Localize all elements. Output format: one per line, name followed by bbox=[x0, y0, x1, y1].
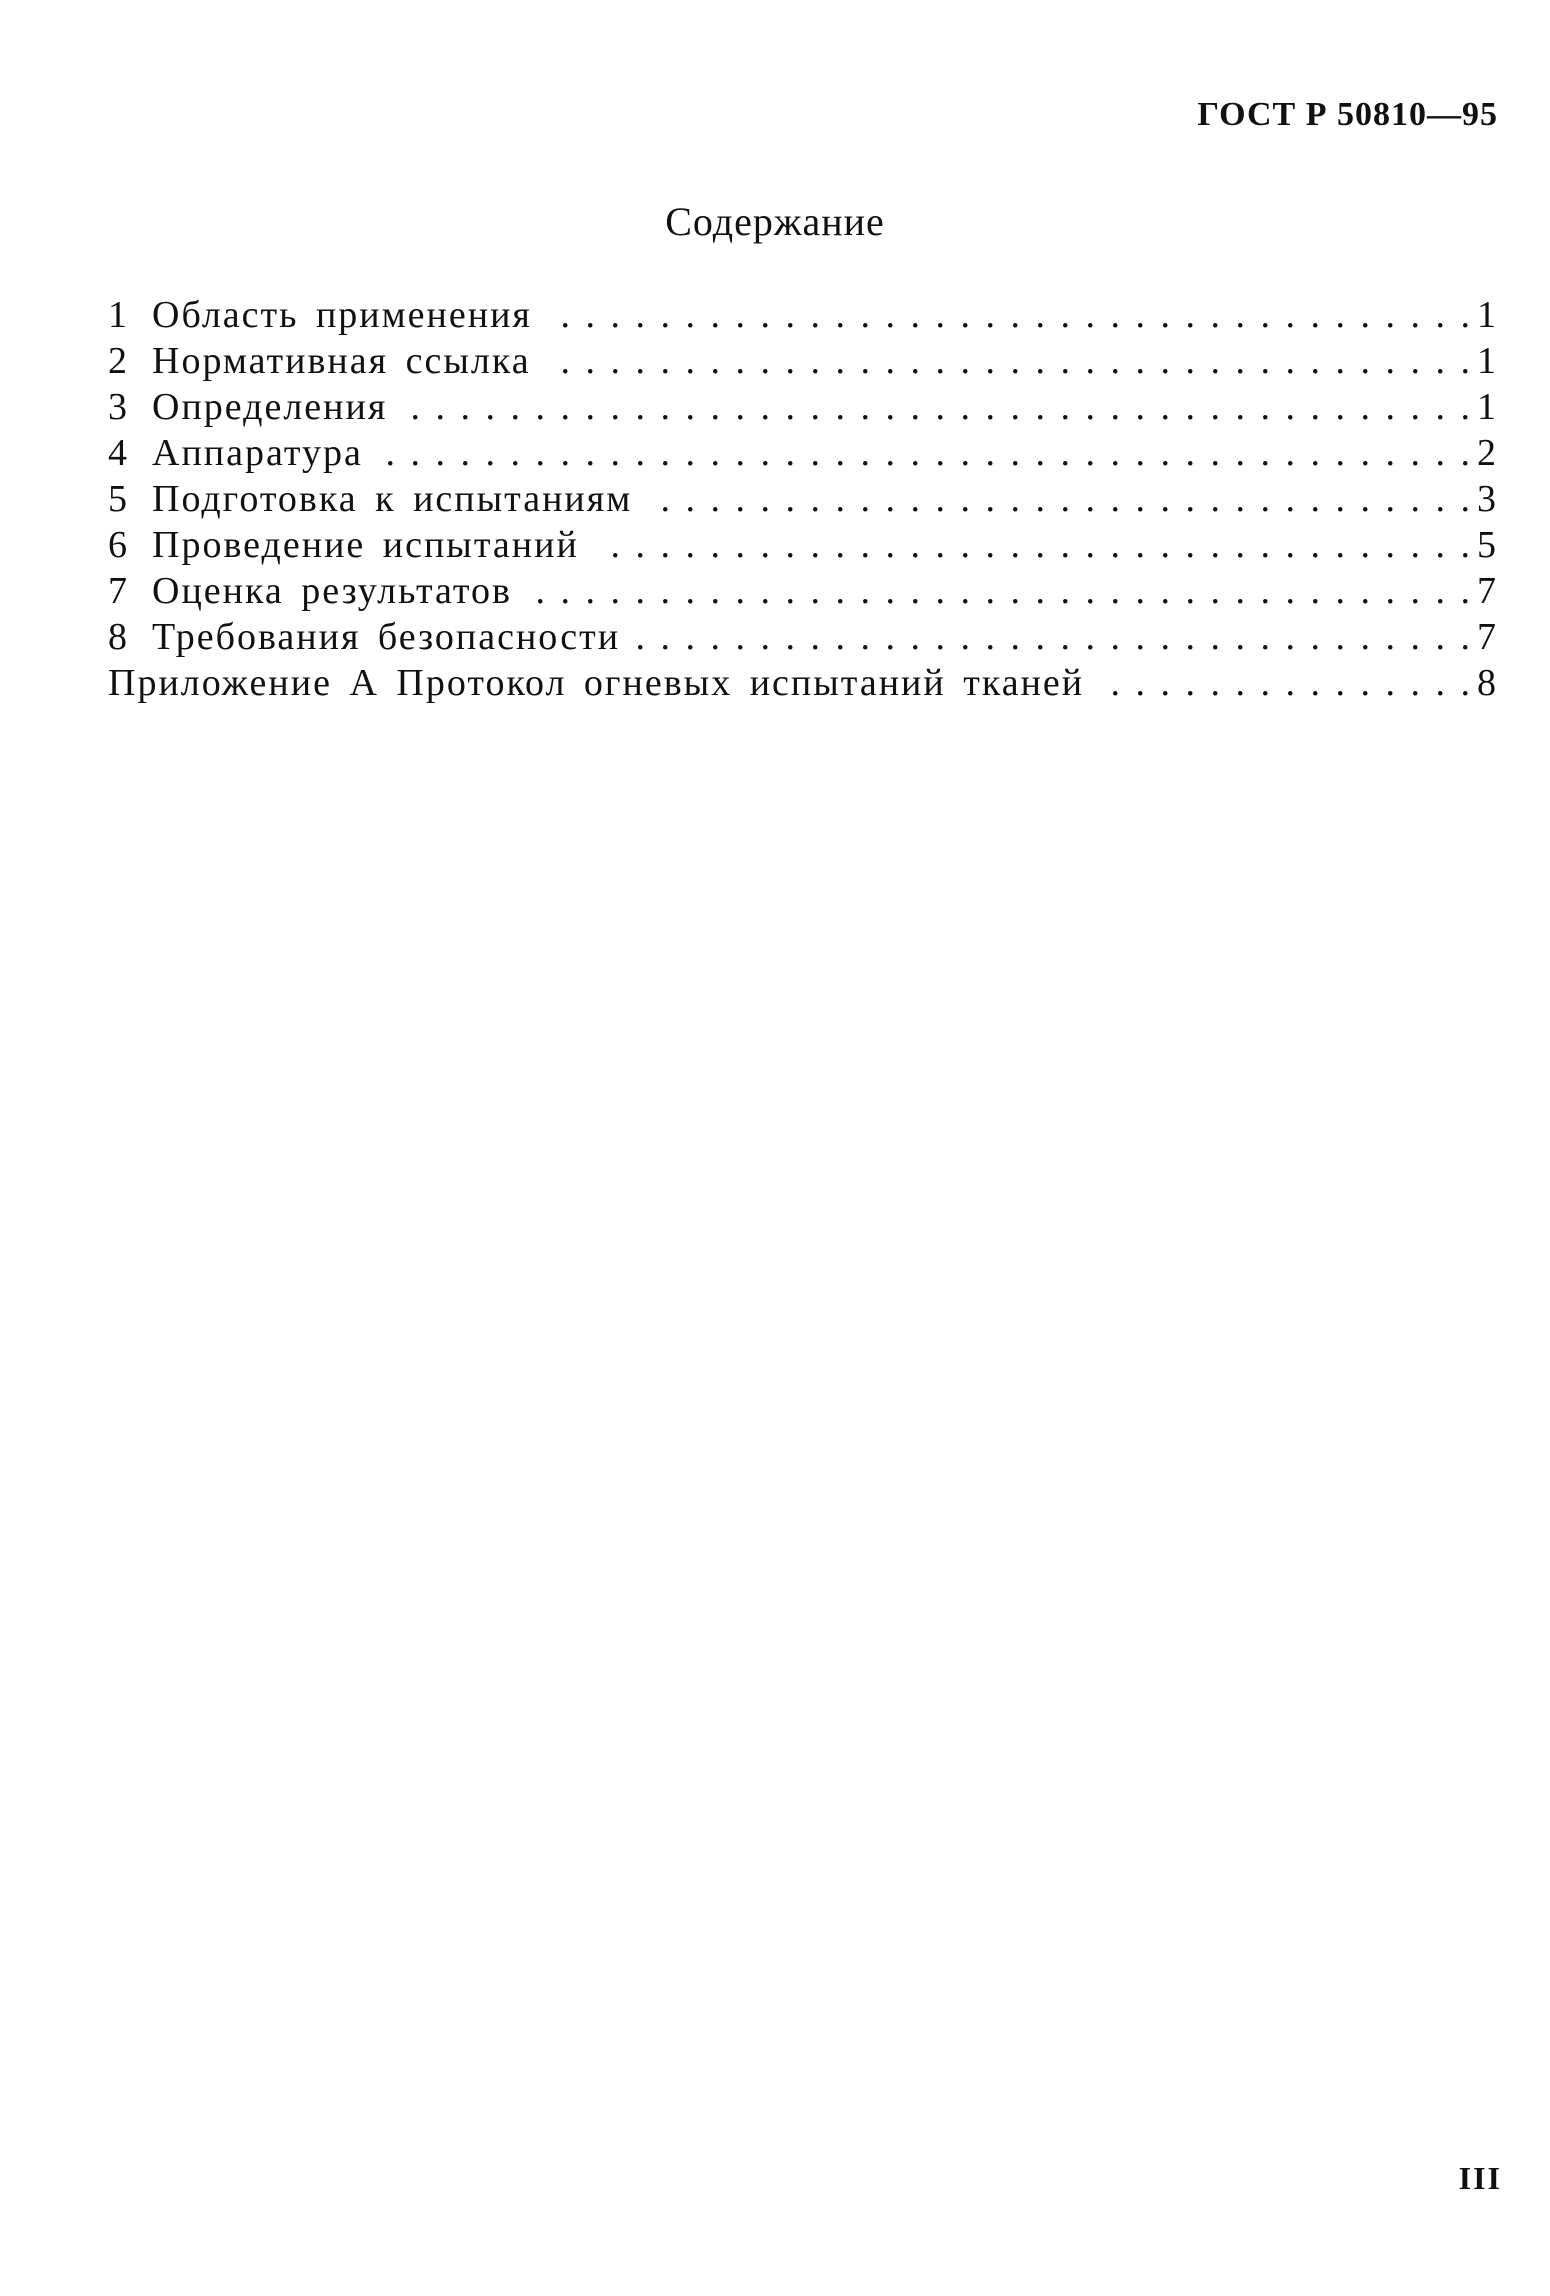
toc-entry[interactable] bbox=[108, 430, 1498, 476]
toc-entry-number: 8 bbox=[108, 616, 129, 658]
toc-entry-number: 5 bbox=[108, 478, 129, 520]
toc-entry-title: Подготовка к испытаниям bbox=[152, 478, 633, 520]
toc-entry-page: 1 bbox=[1477, 294, 1498, 336]
toc-entry-number: 1 bbox=[108, 294, 129, 336]
table-of-contents bbox=[108, 292, 1498, 706]
toc-entry[interactable] bbox=[108, 292, 1498, 338]
toc-dot-leader bbox=[545, 338, 1470, 384]
toc-entry-page: 1 bbox=[1477, 340, 1498, 382]
toc-entry-title: Определения bbox=[152, 386, 388, 428]
toc-entry-title: Аппаратура bbox=[152, 432, 363, 474]
toc-entry-appendix[interactable] bbox=[108, 660, 1498, 706]
toc-dot-leader bbox=[377, 430, 1470, 476]
toc-entry-number: 2 bbox=[108, 340, 129, 382]
toc-dot-leader bbox=[634, 614, 1470, 660]
toc-dot-leader bbox=[401, 384, 1470, 430]
toc-entry-title: Приложение А Протокол огневых испытаний тканей bbox=[108, 662, 1085, 704]
toc-entry[interactable] bbox=[108, 476, 1498, 522]
toc-entry-title: Оценка результатов bbox=[152, 570, 512, 612]
toc-dot-leader bbox=[593, 522, 1470, 568]
toc-entry-number: 7 bbox=[108, 570, 129, 612]
toc-entry[interactable] bbox=[108, 614, 1498, 660]
toc-entry-number: 3 bbox=[108, 386, 129, 428]
toc-dot-leader bbox=[546, 292, 1470, 338]
toc-entry-number: 6 bbox=[108, 524, 129, 566]
toc-entry-page: 5 bbox=[1477, 524, 1498, 566]
document-header: ГОСТ Р 50810—95 bbox=[1197, 96, 1498, 133]
toc-dot-leader bbox=[646, 476, 1470, 522]
toc-entry[interactable] bbox=[108, 384, 1498, 430]
toc-entry-title: Область применения bbox=[152, 294, 532, 336]
toc-entry-number: 4 bbox=[108, 432, 129, 474]
toc-entry-page: 7 bbox=[1477, 570, 1498, 612]
toc-title: Содержание bbox=[665, 199, 885, 244]
toc-dot-leader bbox=[526, 568, 1470, 614]
toc-entry-page: 7 bbox=[1477, 616, 1498, 658]
toc-entry-title: Проведение испытаний bbox=[152, 524, 579, 566]
toc-entry[interactable] bbox=[108, 568, 1498, 614]
page-number: III bbox=[1458, 2160, 1502, 2196]
toc-entry-page: 1 bbox=[1477, 386, 1498, 428]
toc-dot-leader bbox=[1098, 660, 1470, 706]
toc-entry[interactable] bbox=[108, 522, 1498, 568]
toc-entry-page: 3 bbox=[1477, 478, 1498, 520]
toc-entry-title: Требования безопасности bbox=[152, 616, 621, 658]
toc-entry[interactable] bbox=[108, 338, 1498, 384]
toc-entry-page: 2 bbox=[1477, 432, 1498, 474]
toc-entry-page: 8 bbox=[1477, 662, 1498, 704]
toc-entry-title: Нормативная ссылка bbox=[152, 340, 531, 382]
